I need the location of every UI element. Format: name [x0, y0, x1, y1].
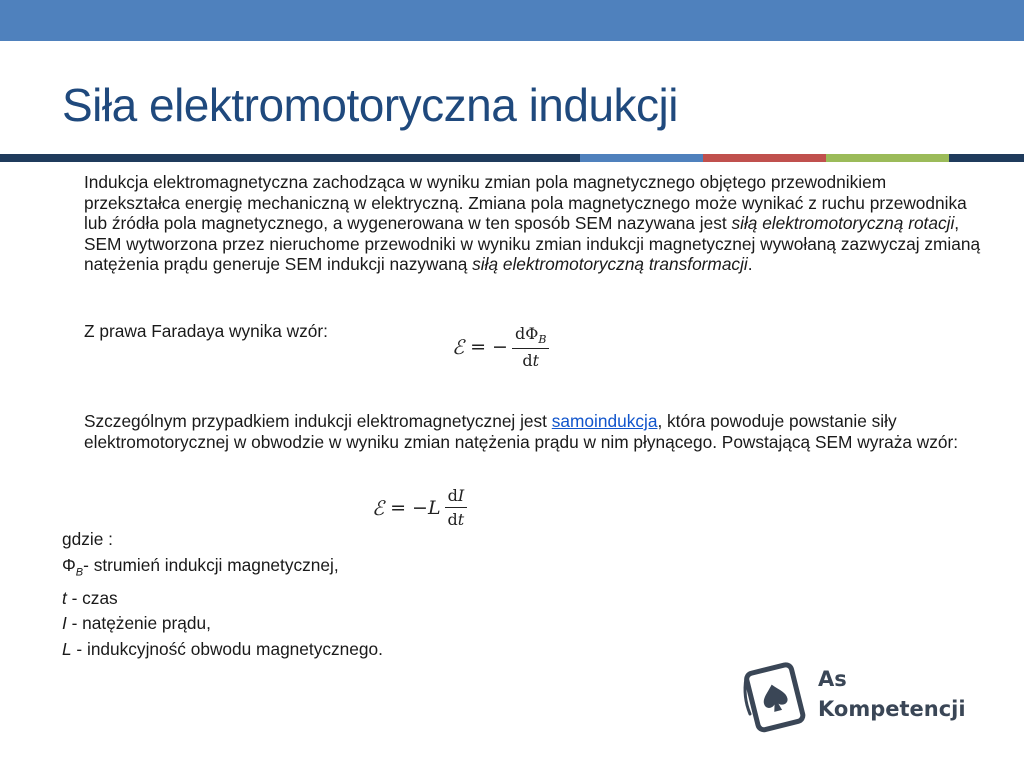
definition-item-current: [62, 611, 383, 637]
rule-segment-navy: [0, 154, 580, 162]
intro-text-part2: , SEM wytworzona przez nieruchome przewodniki w wyniku zmian indukcji magnetycznej wywołaną zazwyczaj zmianą natężenia prądu generuje SEM indukcji nazywaną: [84, 213, 981, 274]
fraction-di-dt: [445, 486, 468, 529]
definition-text: - indukcyjność obwodu magnetycznego.: [71, 638, 383, 659]
differential-d: d: [522, 351, 533, 371]
formula-faraday: [452, 324, 549, 370]
equals-sign: =: [390, 496, 407, 519]
card-spade-icon: [738, 658, 814, 734]
definition-item-flux: [62, 553, 383, 586]
inductance-symbol: L: [62, 638, 72, 659]
emf-symbol: ℰ: [372, 495, 385, 520]
current-symbol: I: [457, 486, 465, 505]
definition-item-inductance: [62, 637, 383, 663]
fraction-denominator: [522, 349, 539, 370]
top-band: [0, 0, 1024, 41]
rule-segment-red: [703, 154, 826, 162]
fraction-numerator: [512, 324, 549, 349]
term-rotation-emf: siłą elektromotoryczną rotacji: [731, 213, 955, 233]
fraction-numerator: [445, 486, 468, 508]
subscript-b: B: [538, 333, 547, 347]
emf-symbol: ℰ: [452, 335, 465, 360]
definition-item-time: [62, 586, 383, 612]
definition-text: - strumień indukcji magnetycznej,: [83, 554, 339, 575]
definitions-list: [62, 527, 383, 662]
logo: [738, 660, 978, 750]
rule-segment-navy-end: [949, 154, 1024, 162]
definitions-intro: gdzie :: [62, 529, 113, 549]
definition-text: - czas: [66, 587, 118, 608]
self-induction-text-part1: Szczególnym przypadkiem indukcji elektromagnetycznej jest: [84, 411, 552, 431]
differential-d: d: [514, 324, 526, 343]
time-symbol: t: [532, 351, 540, 371]
fraction-denominator: [448, 508, 465, 529]
paragraph-intro: [84, 172, 984, 275]
definition-text: - natężenie prądu,: [66, 613, 211, 634]
rule-segment-blue: [580, 154, 703, 162]
samoindukcja-link[interactable]: samoindukcja: [551, 411, 658, 431]
logo-line-as: As: [818, 667, 847, 691]
minus-sign: −: [492, 336, 508, 359]
flux-symbol: Φ: [62, 554, 76, 575]
paragraph-faraday: Z prawa Faradaya wynika wzór:: [84, 321, 328, 341]
logo-line-kompetencji: Kompetencji: [818, 697, 966, 721]
time-symbol: t: [457, 510, 465, 529]
slide-title: Siła elektromotoryczna indukcji: [62, 79, 678, 131]
current-symbol: I: [62, 613, 67, 634]
intro-text-end: .: [747, 254, 753, 274]
intro-text-part1: Indukcja elektromagnetyczna zachodząca w wyniku zmian pola magnetycznego objętego przewodnikiem przekształca energię mechaniczną w elektryczną. Zmiana pola magnetycznego może wynikać z ruchu przewodnika lub źródła pola magnetycznego, a wygenerowana w ten sposób SEM nazywana jest: [84, 172, 967, 233]
rule-segment-green: [826, 154, 949, 162]
paragraph-self-induction: [84, 411, 984, 452]
fraction-dphi-dt: [512, 324, 549, 370]
time-symbol: t: [62, 587, 67, 608]
minus-l-coefficient: −L: [412, 496, 441, 519]
formula-self-induction: [372, 486, 467, 529]
logo-text: [818, 664, 966, 724]
phi-symbol: Φ: [525, 324, 539, 343]
flux-subscript: B: [75, 566, 84, 579]
self-induction-text-part2: , która powoduje powstanie siły elektromotorycznej w obwodzie w wyniku zmian natężenia prądu w nim płynącego. Powstającą SEM wyraża wzór:: [84, 411, 959, 452]
term-transformation-emf: siłą elektromotoryczną transformacji: [472, 254, 748, 274]
equals-sign: =: [470, 336, 487, 359]
differential-d: d: [447, 486, 458, 505]
differential-d: d: [447, 510, 458, 529]
